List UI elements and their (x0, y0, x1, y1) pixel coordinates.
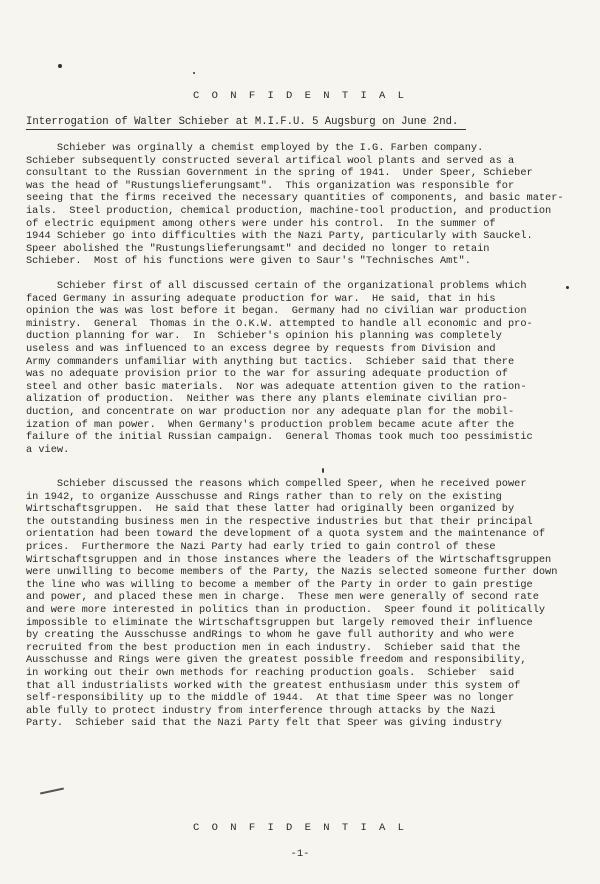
text-line: duction planning for war. In Schieber's opinion his planning was completely (26, 330, 502, 343)
text-line: prices. Furthermore the Nazi Party had early tried to gain control of these (26, 540, 496, 553)
text-line: duction, and concentrate on war production nor any adequate plan for the mobil- (26, 405, 515, 418)
text-line: steel and other basic materials. Nor was adequate attention given to the ration- (26, 380, 527, 393)
text-line: in 1942, to organize Ausschusse and Rings rather than to rely on the existing (26, 490, 502, 503)
text-line: ials. Steel production, chemical production, machine-tool production, and production (26, 204, 552, 217)
text-line: the line who was willing to become a member of the Party in order to gain prestige (26, 578, 533, 591)
text-line: consultant to the Russian Government in the spring of 1941. Under Speer, Schieber (26, 167, 533, 180)
ink-speck (58, 64, 62, 68)
ink-speck (322, 468, 324, 473)
text-line: Wirtschaftsgruppen. He said that these latter had originally been organized by (26, 503, 515, 516)
text-line: a view. (26, 443, 70, 456)
margin-pen-mark (40, 788, 64, 795)
text-line: faced Germany in assuring adequate production for war. He said, that in his (26, 292, 496, 305)
text-line: able fully to protect industry from interference through attacks by the Nazi (26, 704, 496, 717)
ink-speck (193, 72, 195, 74)
text-line: in working out their own methods for reaching production goals. Schieber said (26, 666, 515, 679)
document-title: Interrogation of Walter Schieber at M.I.F.U. 5 Augsburg on June 2nd. (26, 116, 466, 130)
text-line: and power, and placed these men in charge. These men were generally of second rate (26, 591, 539, 604)
text-line: self-responsibility up to the middle of 1944. At that time Speer was no longer (26, 692, 515, 705)
paragraph-3 (26, 478, 574, 730)
text-line: was no adequate provision prior to the war for assuring adequate production of (26, 368, 508, 381)
text-line: Schieber. Most of his functions were given to Saur's "Technisches Amt". (26, 255, 471, 268)
text-line: Army commanders unfamiliar with anything but tactics. Schieber said that there (26, 355, 515, 368)
text-line: Ausschusse and Rings were given the greatest possible freedom and responsibility, (26, 654, 527, 667)
text-line: seeing that the firms received the necessary quantities of components, and basic mater- (26, 192, 564, 205)
page-number: -1- (290, 848, 310, 860)
text-line: ization of man power. When Germany's production problem became acute after the (26, 418, 515, 431)
text-line: Party. Schieber said that the Nazi Party felt that Speer was giving industry (26, 717, 502, 730)
text-line: ministry. General Thomas in the O.K.W. attempted to handle all economic and pro- (26, 317, 533, 330)
text-line: was the head of "Rustungslieferungsamt". This organization was responsible for (26, 179, 515, 192)
text-line: the outstanding business men in the respective industries but that their principal (26, 515, 533, 528)
text-line: failure of the initial Russian campaign. General Thomas took much too pessimistic (26, 431, 533, 444)
text-line: alization of production. Neither was there any plants eleminate civilian pro- (26, 393, 508, 406)
text-line: recruited from the best production men in each industry. Schieber said that the (26, 641, 521, 654)
text-line: Schieber subsequently constructed several artifical wool plants and served as a (26, 154, 515, 167)
text-line: 1944 Schieber go into difficulties with the Nazi Party, particularly with Sauckel. (26, 230, 533, 243)
text-line: Schieber was orginally a chemist employed by the I.G. Farben company. (26, 142, 484, 154)
text-line: useless and was influenced to an excess degree by requests from Division and (26, 342, 496, 355)
text-line: Schieber first of all discussed certain of the organizational problems which (26, 280, 527, 292)
text-line: opinion the was was lost before it began. Germany had no civilian war production (26, 305, 527, 318)
text-line: orientation had been toward the development of a quota system and the maintenance of (26, 528, 546, 541)
footer-classification: C O N F I D E N T I A L (193, 822, 407, 834)
text-line: impossible to eliminate the Wirtschaftsgruppen but largely removed their influence (26, 616, 533, 629)
paragraph-1 (26, 142, 574, 268)
paragraph-2 (26, 280, 574, 456)
text-line: Schieber discussed the reasons which compelled Speer, when he received power (26, 478, 527, 490)
text-line: by creating the Ausschusse andRings to whom he gave full authority and who were (26, 629, 515, 642)
header-classification: C O N F I D E N T I A L (193, 90, 407, 102)
text-line: were unwilling to become members of the Party, the Nazis selected someone further down (26, 566, 558, 579)
text-line: and were more interested in politics than in production. Speer found it politically (26, 603, 546, 616)
text-line: that all industrialists worked with the greatest enthusiasm under this system of (26, 679, 521, 692)
text-line: Wirtschaftsgruppen and in those instances where the leaders of the Wirtschaftsgruppen (26, 553, 552, 566)
text-line: of electric equipment among others were under his control. In the summer of (26, 217, 496, 230)
text-line: Speer abolished the "Rustungslieferungsamt" and decided no longer to retain (26, 242, 490, 255)
